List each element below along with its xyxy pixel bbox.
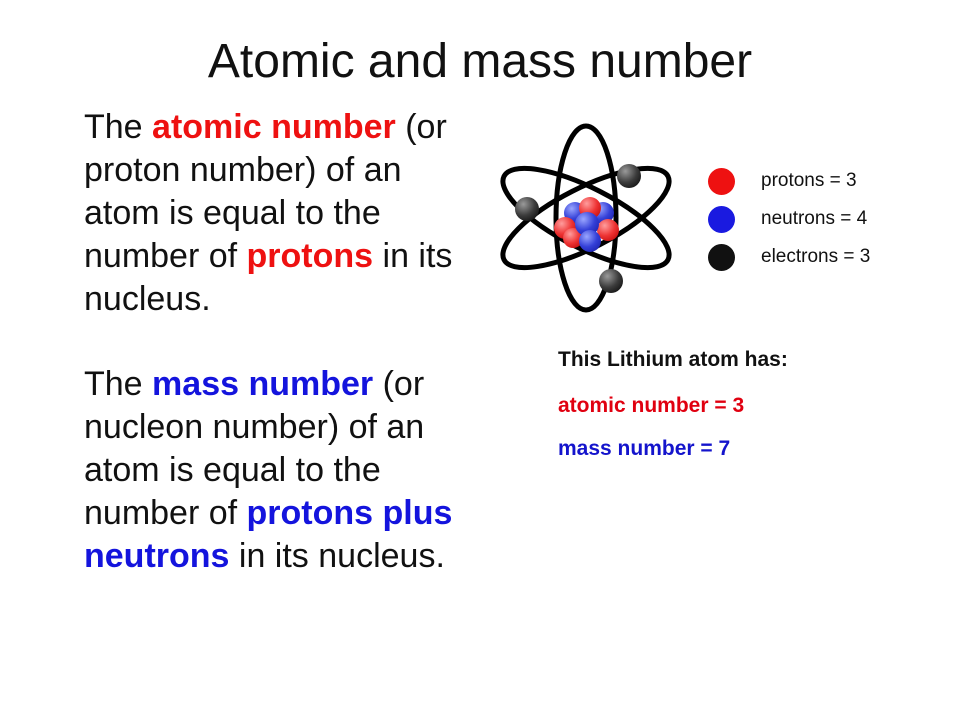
text-segment: The [84, 108, 153, 146]
mass-number-paragraph [84, 363, 476, 578]
term-mass-number: mass number [152, 365, 374, 403]
legend-row-protons [708, 162, 870, 200]
legend-label: electrons = 3 [761, 246, 871, 267]
neutron-dot-icon [708, 206, 735, 233]
lithium-atom-diagram [483, 112, 695, 324]
lithium-atomic-number-value: atomic number = 3 [558, 394, 745, 417]
legend-row-neutrons [708, 200, 870, 238]
lithium-facts [558, 348, 788, 461]
electron-dot-icon [708, 244, 735, 271]
text-segment: (or proton number) of an atom is equal to the number of [84, 108, 447, 275]
electron-sphere [515, 197, 539, 221]
term-protons-plus-neutrons: protons plus neutrons [84, 494, 453, 575]
term-atomic-number: atomic number [152, 108, 396, 146]
text-segment: in its nucleus. [229, 537, 445, 575]
page-title: Atomic and mass number [207, 35, 753, 88]
atomic-number-paragraph [84, 106, 476, 321]
proton-dot-icon [708, 168, 735, 195]
neutron-sphere [579, 230, 601, 252]
nucleus [554, 197, 619, 252]
legend-row-electrons [708, 238, 870, 276]
text-segment: The [84, 365, 153, 403]
definitions-text [84, 106, 476, 578]
particle-legend [708, 162, 870, 276]
legend-label: protons = 3 [761, 170, 857, 191]
text-segment: (or nucleon number) of an atom is equal to the number of [84, 365, 425, 532]
text-segment: in its nucleus. [84, 237, 453, 318]
legend-label: neutrons = 4 [761, 208, 868, 229]
lithium-facts-heading: This Lithium atom has: [558, 348, 788, 371]
term-protons: protons [246, 237, 374, 275]
electron-sphere [617, 164, 641, 188]
electron-sphere [599, 269, 623, 293]
lithium-mass-number-value: mass number = 7 [558, 437, 731, 460]
